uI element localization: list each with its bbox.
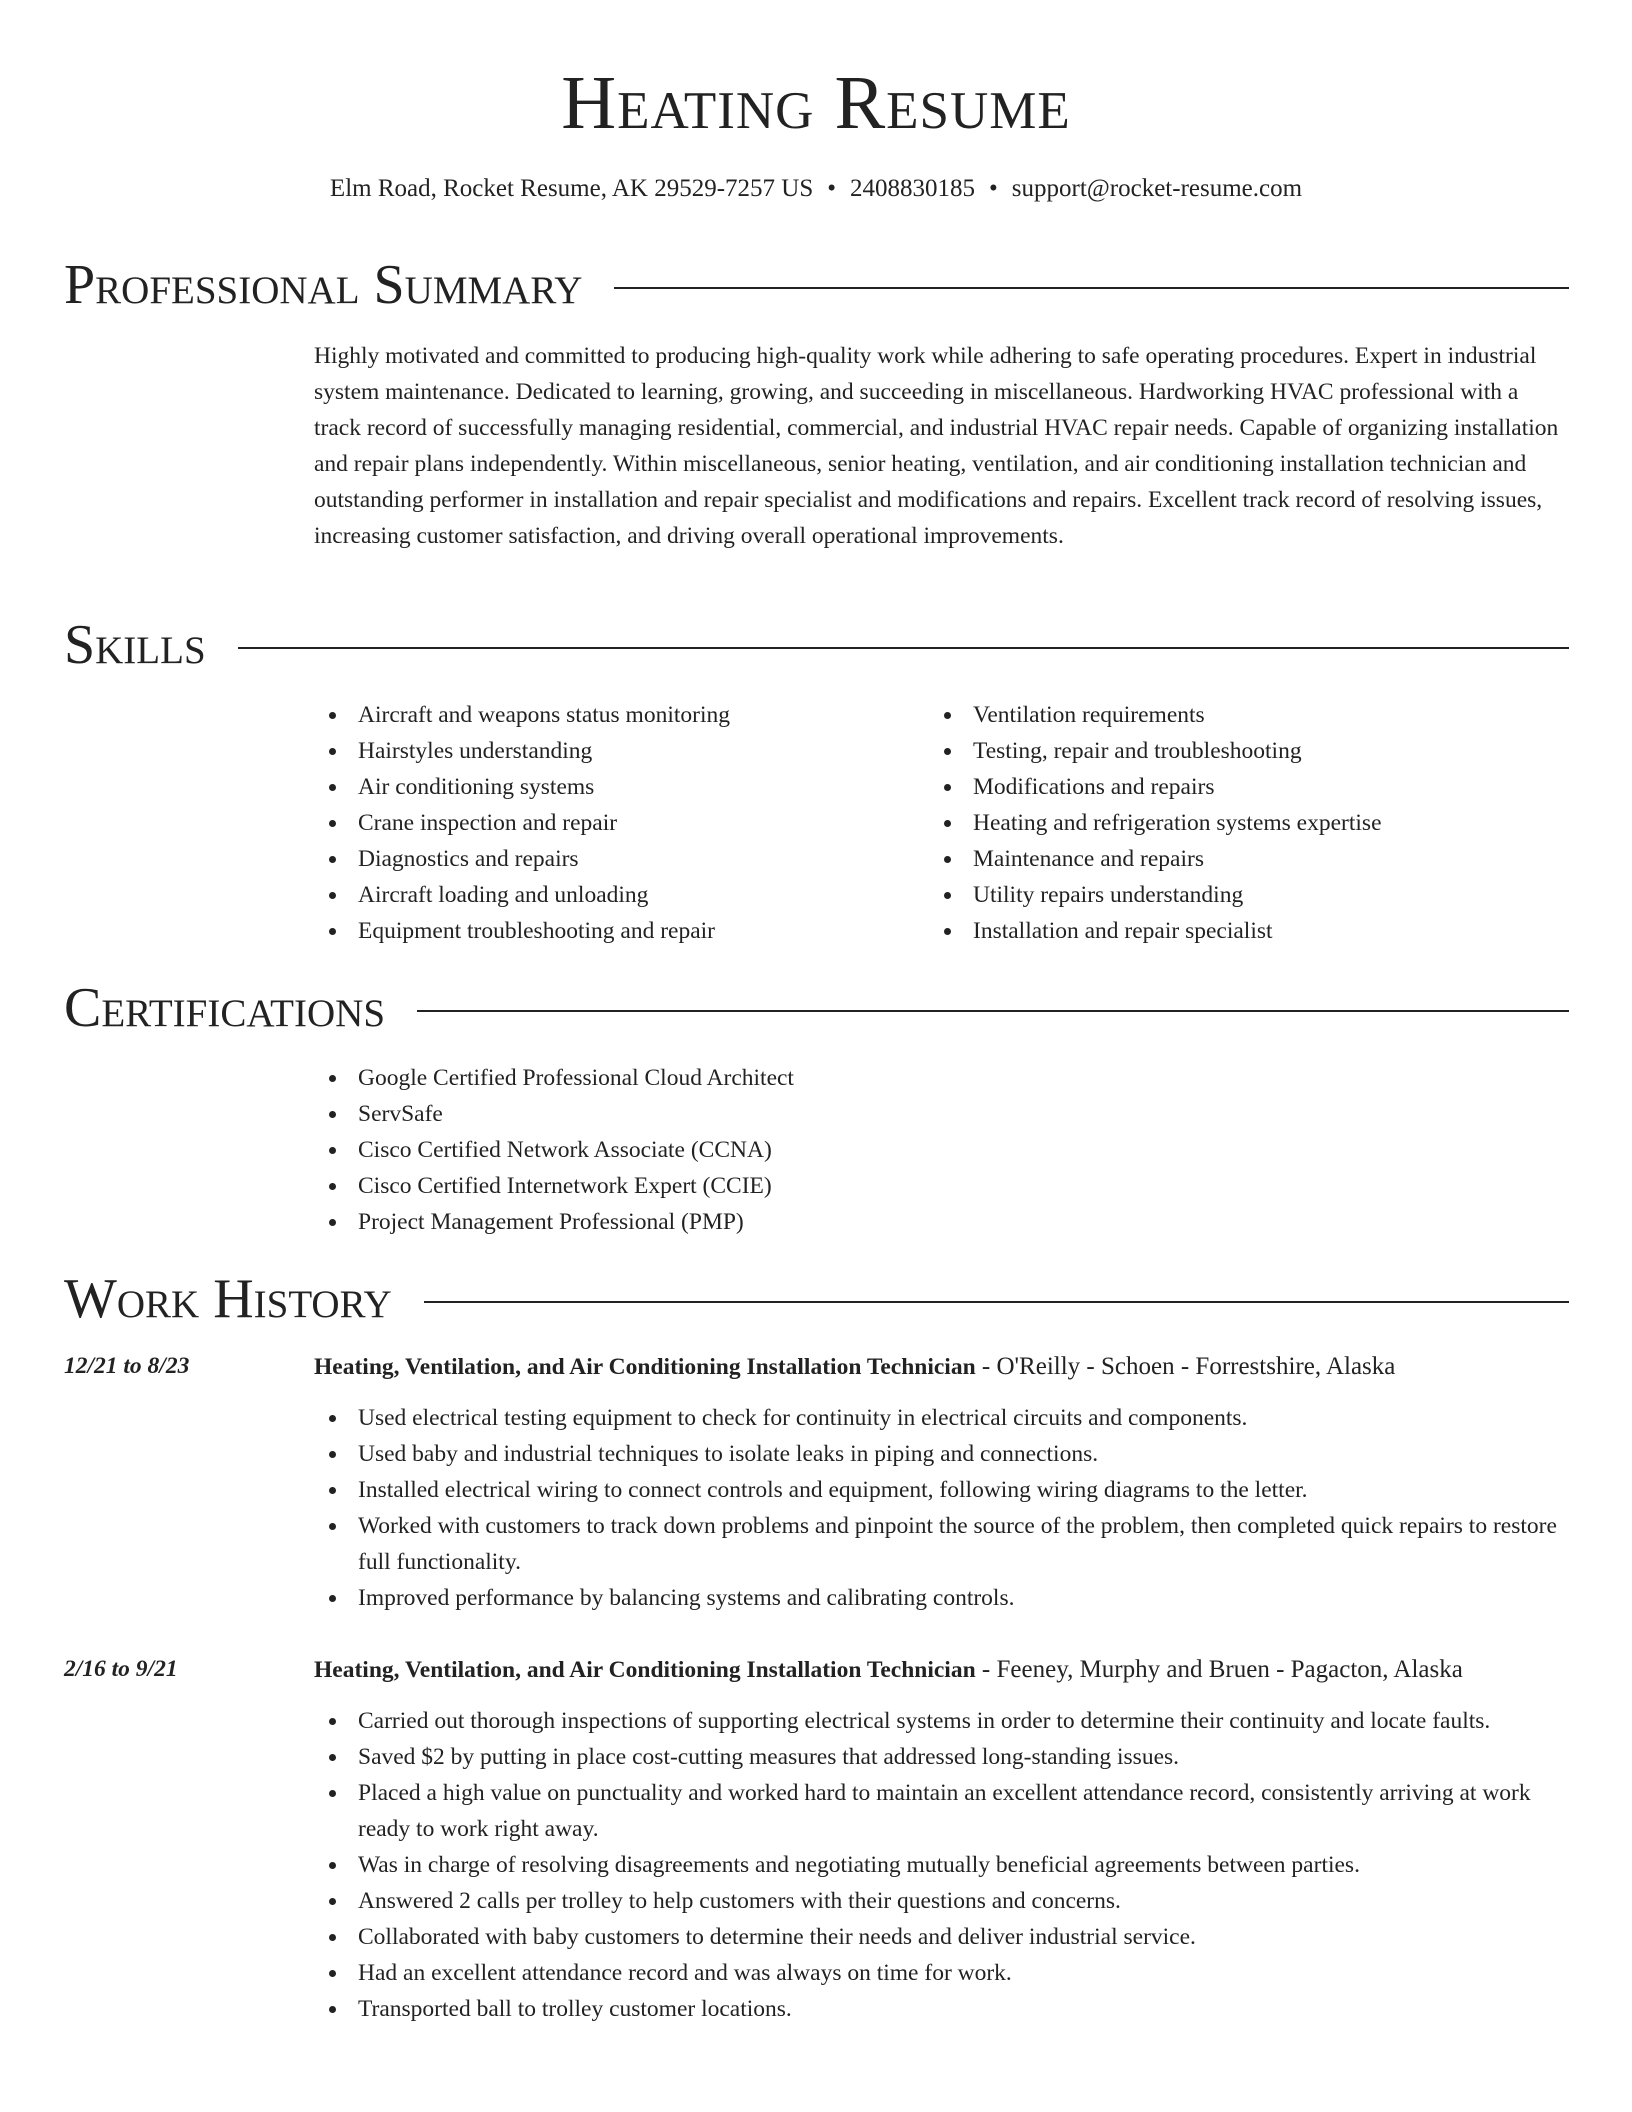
summary-text: Highly motivated and committed to producing high-quality work while adhering to safe operating procedures. Expert in industrial system maintenance. Dedicated to learning, growing, and succeeding in miscellaneous. Hardworking HVAC professional with a track record of successfully managing residential, commercial, and industrial HVAC repair needs. Capable of organizing installation and repair plans independently. Within miscellaneous, senior heating, ventilation, and air conditioning installation technician and outstanding performer in installation and repair specialist and modifications and repairs. Excellent track record of resolving issues, increasing customer satisfaction, and driving overall operational improvements.: [314, 343, 1559, 549]
list-item: [314, 697, 914, 733]
bullet-icon: [329, 928, 336, 935]
section-title: Professional Summary: [64, 254, 583, 316]
bullet-icon: [329, 820, 336, 827]
job-heading: [314, 1651, 1569, 1689]
list-item-text: Utility repairs understanding: [973, 882, 1244, 908]
job-heading: [314, 1348, 1569, 1386]
section-title: Work History: [64, 1268, 392, 1330]
bullet-icon: [944, 892, 951, 899]
list-item-text: Was in charge of resolving disagreements and negotiating mutually beneficial agreements between parties.: [358, 1852, 1360, 1878]
list-item: [929, 841, 1569, 877]
bullet-icon: [329, 1862, 336, 1869]
list-item: [929, 805, 1569, 841]
contact-phone[interactable]: 2408830185: [850, 175, 975, 202]
list-item-text: Maintenance and repairs: [973, 846, 1204, 872]
list-item: [314, 1508, 1569, 1580]
list-item: [314, 1168, 1214, 1204]
list-item-text: Improved performance by balancing systems and calibrating controls.: [358, 1585, 1015, 1611]
section-title: Skills: [64, 614, 206, 676]
list-item-text: Crane inspection and repair: [358, 810, 618, 836]
bullet-icon: [329, 1111, 336, 1118]
list-item: [314, 1847, 1569, 1883]
bullet-icon: [329, 1718, 336, 1725]
list-item-text: Aircraft and weapons status monitoring: [358, 702, 730, 728]
list-item: [929, 877, 1569, 913]
bullet-icon: [329, 1754, 336, 1761]
list-item-text: Equipment troubleshooting and repair: [358, 918, 715, 944]
list-item: [929, 913, 1569, 949]
bullet-icon: [329, 712, 336, 719]
section-divider: [424, 1301, 1569, 1303]
skills-list: [929, 697, 1569, 949]
list-item-text: Saved $2 by putting in place cost-cutting measures that addressed long-standing issues.: [358, 1744, 1180, 1770]
bullet-icon: [944, 748, 951, 755]
list-item-text: Air conditioning systems: [358, 774, 595, 800]
list-item-text: Used baby and industrial techniques to isolate leaks in piping and connections.: [358, 1441, 1099, 1467]
section-divider: [614, 287, 1569, 289]
list-item: [314, 1919, 1569, 1955]
contact-line: [0, 173, 1632, 205]
list-item-text: Hairstyles understanding: [358, 738, 593, 764]
list-item: [314, 769, 914, 805]
list-item: [314, 877, 914, 913]
bullet-icon: [329, 1183, 336, 1190]
list-item-text: Had an excellent attendance record and was always on time for work.: [358, 1960, 1012, 1986]
bullet-icon: [329, 1219, 336, 1226]
list-item: [314, 1775, 1569, 1847]
bullet-icon: [329, 856, 336, 863]
list-item: [929, 733, 1569, 769]
list-item: [314, 1204, 1214, 1240]
bullet-icon: [329, 2006, 336, 2013]
contact-email[interactable]: support@rocket-resume.com: [1011, 175, 1303, 202]
list-item: [314, 1580, 1569, 1616]
job-title: Heating, Ventilation, and Air Conditioning Installation Technician: [314, 1657, 976, 1683]
list-item: [314, 1436, 1569, 1472]
skills-column-left: [314, 697, 914, 949]
list-item-text: Placed a high value on punctuality and worked hard to maintain an excellent attendance record, consistently arriving at work ready to work right away.: [358, 1780, 1531, 1842]
section-title: Certifications: [64, 977, 386, 1039]
list-item-text: Used electrical testing equipment to check for continuity in electrical circuits and components.: [358, 1405, 1248, 1431]
list-item: [314, 1703, 1569, 1739]
job-title: Heating, Ventilation, and Air Conditioning Installation Technician: [314, 1354, 976, 1380]
bullet-icon: [329, 1934, 336, 1941]
list-item-text: Heating and refrigeration systems expertise: [973, 810, 1382, 836]
list-item-text: Ventilation requirements: [973, 702, 1205, 728]
list-item: [314, 1132, 1214, 1168]
list-item: [314, 1739, 1569, 1775]
list-item: [314, 1955, 1569, 1991]
list-item-text: Carried out thorough inspections of supporting electrical systems in order to determine their continuity and locate faults.: [358, 1708, 1491, 1734]
bullet-icon: [329, 1595, 336, 1602]
list-item: [929, 697, 1569, 733]
skills-list: [314, 697, 914, 949]
list-item-text: Aircraft loading and unloading: [358, 882, 649, 908]
list-item-text: Cisco Certified Internetwork Expert (CCIE): [358, 1173, 772, 1199]
list-item: [314, 1096, 1214, 1132]
bullet-icon: [329, 1970, 336, 1977]
job-dates: 12/21 to 8/23: [64, 1353, 190, 1379]
list-item: [314, 1883, 1569, 1919]
list-item: [314, 1472, 1569, 1508]
bullet-icon: [329, 748, 336, 755]
list-item: [314, 1400, 1569, 1436]
list-item-text: Installed electrical wiring to connect controls and equipment, following wiring diagrams to the letter.: [358, 1477, 1308, 1503]
skills-column-right: [929, 697, 1569, 949]
job-dates: 2/16 to 9/21: [64, 1656, 178, 1682]
list-item-text: Google Certified Professional Cloud Architect: [358, 1065, 794, 1091]
list-item-text: Installation and repair specialist: [973, 918, 1273, 944]
section-divider: [417, 1010, 1569, 1012]
list-item-text: Transported ball to trolley customer locations.: [358, 1996, 792, 2022]
bullet-icon: [329, 784, 336, 791]
list-item-text: Answered 2 calls per trolley to help customers with their questions and concerns.: [358, 1888, 1121, 1914]
list-item: [314, 1060, 1214, 1096]
job-employer: - Feeney, Murphy and Bruen - Pagacton, Alaska: [975, 1656, 1463, 1683]
resume-name: Heating Resume: [561, 61, 1071, 145]
list-item-text: ServSafe: [358, 1101, 443, 1127]
bullet-icon: [329, 1075, 336, 1082]
job-entry: [64, 1651, 1569, 2027]
list-item-text: Project Management Professional (PMP): [358, 1209, 744, 1235]
job-entry: [64, 1348, 1569, 1616]
list-item-text: Diagnostics and repairs: [358, 846, 579, 872]
certifications-section-heading: [64, 976, 1569, 1040]
job-bullets: [314, 1703, 1569, 2027]
list-item: [314, 805, 914, 841]
summary-section-heading: [64, 253, 1569, 317]
bullet-icon: [944, 820, 951, 827]
list-item: [314, 733, 914, 769]
list-item: [314, 913, 914, 949]
list-item: [929, 769, 1569, 805]
bullet-icon: [944, 856, 951, 863]
list-item-text: Cisco Certified Network Associate (CCNA): [358, 1137, 772, 1163]
bullet-icon: [329, 892, 336, 899]
contact-separator: •: [827, 175, 836, 202]
list-item: [314, 841, 914, 877]
bullet-icon: [329, 1790, 336, 1797]
bullet-icon: [329, 1415, 336, 1422]
contact-separator: •: [989, 175, 998, 202]
list-item-text: Testing, repair and troubleshooting: [973, 738, 1302, 764]
bullet-icon: [329, 1898, 336, 1905]
section-divider: [238, 647, 1569, 649]
list-item: [314, 1991, 1569, 2027]
bullet-icon: [329, 1147, 336, 1154]
bullet-icon: [329, 1451, 336, 1458]
skills-section-heading: [64, 613, 1569, 677]
bullet-icon: [329, 1523, 336, 1530]
list-item-text: Collaborated with baby customers to determine their needs and deliver industrial service.: [358, 1924, 1196, 1950]
list-item-text: Worked with customers to track down problems and pinpoint the source of the problem, then completed quick repairs to restore full functionality.: [358, 1513, 1557, 1575]
job-bullets: [314, 1400, 1569, 1616]
bullet-icon: [944, 712, 951, 719]
contact-address: Elm Road, Rocket Resume, AK 29529-7257 US: [329, 175, 814, 202]
work-history-section-heading: [64, 1267, 1569, 1331]
bullet-icon: [944, 928, 951, 935]
job-employer: - O'Reilly - Schoen - Forrestshire, Alaska: [975, 1353, 1396, 1380]
certifications-list: [314, 1060, 1214, 1240]
bullet-icon: [944, 784, 951, 791]
certifications-block: [314, 1060, 1214, 1240]
bullet-icon: [329, 1487, 336, 1494]
list-item-text: Modifications and repairs: [973, 774, 1215, 800]
